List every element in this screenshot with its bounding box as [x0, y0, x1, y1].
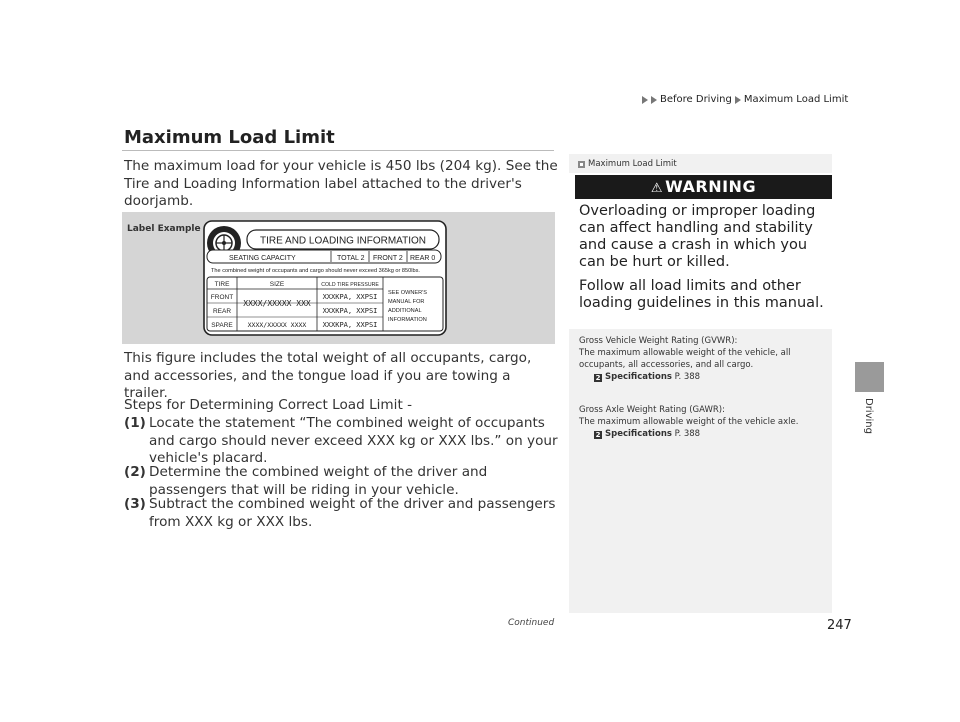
chapter-tab-label: [854, 398, 884, 458]
step-text: Subtract the combined weight of the driver and passengers from XXX kg or XXX lbs.: [149, 496, 556, 530]
warning-title: WARNING: [665, 177, 757, 196]
warning-triangle-icon: ⚠: [650, 181, 664, 196]
gvwr-text: The maximum allowable weight of the vehicle, all occupants, all accessories, and all cargo.: [579, 348, 791, 370]
step-text: Determine the combined weight of the driver and passengers that will be riding in your vehicle.: [149, 464, 488, 498]
seating-rear: REAR 0: [410, 255, 436, 262]
gawr-block: [579, 404, 829, 440]
step-number: (3): [124, 496, 146, 512]
step-number: (1): [124, 415, 146, 431]
row-tire: FRONT: [210, 294, 234, 301]
col-pressure: COLD TIRE PRESSURE: [321, 282, 379, 288]
reference-link[interactable]: Specifications: [605, 429, 672, 439]
warning-header: [575, 175, 832, 199]
seating-capacity-label: SEATING CAPACITY: [229, 255, 296, 262]
row-pressure: XXXKPA, XXPSI: [322, 293, 378, 301]
col-tire: TIRE: [214, 281, 230, 288]
tire-loading-label-illustration: [203, 220, 447, 336]
figure-description: This figure includes the total weight of all occupants, cargo, and accessories, and the tongue load if you are towing a trailer.: [124, 350, 532, 401]
col-size: SIZE: [269, 281, 285, 288]
gawr-reference[interactable]: [579, 428, 829, 440]
figure-caption: Label Example: [127, 224, 201, 234]
gawr-text: The maximum allowable weight of the vehicle axle.: [579, 417, 799, 427]
continued-note: Continued: [508, 618, 555, 628]
reference-link[interactable]: Specifications: [605, 372, 672, 382]
breadcrumb: [642, 94, 848, 105]
breadcrumb-item[interactable]: Maximum Load Limit: [743, 94, 849, 105]
row-tire: REAR: [212, 308, 232, 315]
step-text: Locate the statement “The combined weight of occupants and cargo should never exceed XXX kg or XXX lbs.” on your vehicle's placard.: [149, 415, 558, 466]
see-manual-line: SEE OWNER'S: [388, 290, 427, 296]
arrow-right-icon: [642, 96, 648, 104]
row-pressure: XXXKPA, XXPSI: [322, 307, 378, 315]
row-pressure: XXXKPA, XXPSI: [322, 321, 378, 329]
row-size: XXXX/XXXXX XXX: [243, 299, 311, 308]
seating-front: FRONT 2: [373, 255, 403, 262]
gawr-title: Gross Axle Weight Rating (GAWR):: [579, 405, 725, 415]
sidebar-heading: [578, 159, 677, 169]
gvwr-reference[interactable]: [579, 371, 829, 383]
title-divider: [122, 150, 554, 151]
steps-heading: Steps for Determining Correct Load Limit -: [124, 397, 413, 413]
reference-icon: 2: [595, 374, 601, 382]
seating-total: TOTAL 2: [337, 255, 365, 262]
warning-paragraph: Follow all load limits and other loading guidelines in this manual.: [579, 278, 824, 311]
chapter-tab-marker: [855, 362, 884, 392]
sidebar-heading-text: Maximum Load Limit: [588, 159, 677, 169]
reference-page: P. 388: [674, 372, 701, 382]
row-tire: SPARE: [211, 322, 233, 329]
intro-paragraph: The maximum load for your vehicle is 450 lbs (204 kg). See the Tire and Loading Information label attached to the driver's doorjamb.: [124, 158, 558, 209]
gvwr-title: Gross Vehicle Weight Rating (GVWR):: [579, 336, 738, 346]
combined-weight-note: The combined weight of occupants and cargo should never exceed 365kg or 850lbs.: [211, 268, 420, 274]
gvwr-block: [579, 335, 829, 383]
arrow-right-icon: [651, 96, 657, 104]
row-size: XXXX/XXXXX XXXX: [247, 321, 307, 329]
warning-body: [579, 203, 831, 319]
see-manual-line: INFORMATION: [388, 317, 427, 323]
see-manual-line: MANUAL FOR: [388, 299, 425, 305]
arrow-right-icon: [735, 96, 741, 104]
note-marker-icon: [578, 161, 585, 168]
page-number: 247: [827, 618, 852, 633]
see-manual-line: ADDITIONAL: [388, 308, 422, 314]
warning-paragraph: Overloading or improper loading can affect handling and stability and cause a crash in which you can be hurt or killed.: [579, 203, 816, 270]
step-number: (2): [124, 464, 146, 480]
chapter-tab-text: Driving: [863, 398, 874, 434]
reference-icon: 2: [595, 431, 601, 439]
label-heading: TIRE AND LOADING INFORMATION: [260, 235, 426, 247]
breadcrumb-item[interactable]: Before Driving: [660, 94, 732, 105]
reference-page: P. 388: [674, 429, 701, 439]
page-title: Maximum Load Limit: [124, 127, 335, 148]
